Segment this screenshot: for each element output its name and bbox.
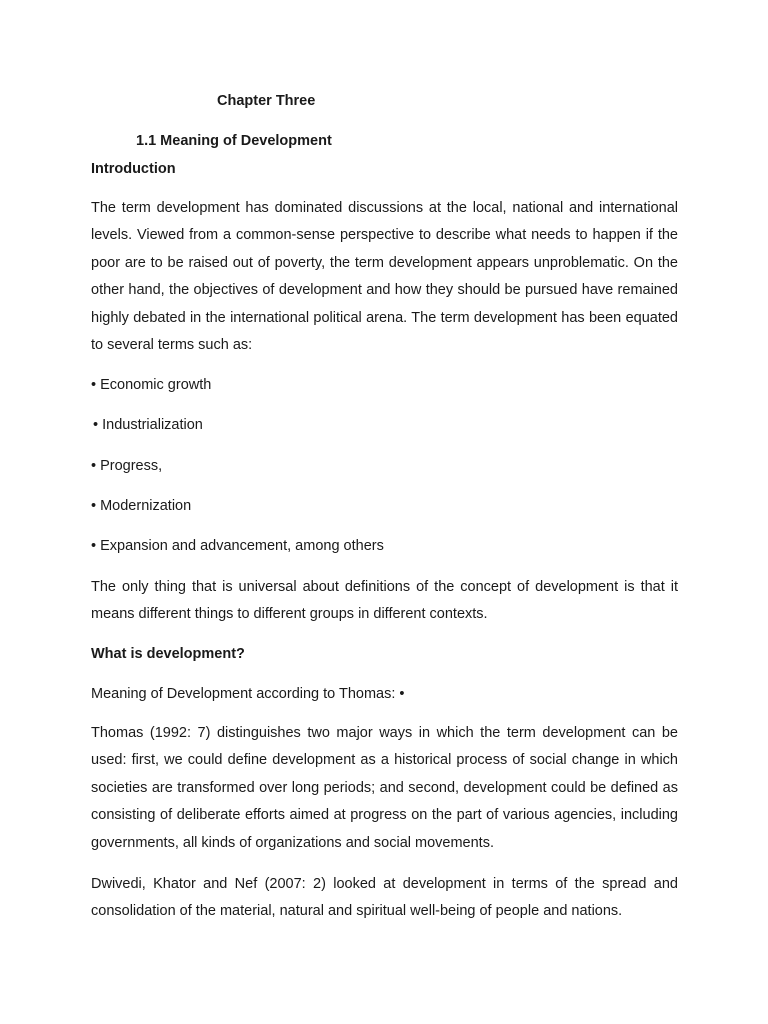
bullet-progress: • Progress, (91, 458, 163, 474)
bullet-modernization: • Modernization (91, 498, 192, 514)
universal-paragraph: The only thing that is universal about definitions of the concept of development is that it means different things to different groups in different contexts. (91, 579, 678, 623)
bullet-economic-growth: • Economic growth (91, 377, 212, 393)
bullet-expansion: • Expansion and advancement, among others (91, 538, 384, 554)
introduction-heading: Introduction (91, 161, 176, 177)
what-is-development-heading: What is development? (91, 646, 245, 662)
thomas-paragraph: Thomas (1992: 7) distinguishes two major ways in which the term development can be used: first, we could define development as a historical process of social change in which societies are transformed over long periods; and second, development could be defined as consisting of deliberate efforts aimed at progress on the part of various agencies, including governments, all kinds of organizations and social movements. (91, 725, 678, 851)
section-title: 1.1 Meaning of Development (136, 133, 332, 149)
intro-paragraph: The term development has dominated discussions at the local, national and international levels. Viewed from a common-sense perspective to describe what needs to happen if the poor are to be raised out of poverty, the term development appears unproblematic. On the other hand, the objectives of development and how they should be pursued have remained highly debated in the international political arena. The term development has been equated to several terms such as: (91, 200, 678, 354)
dwivedi-paragraph: Dwivedi, Khator and Nef (2007: 2) looked at development in terms of the spread and consolidation of the material, natural and spiritual well-being of people and nations. (91, 876, 678, 920)
bullet-industrialization: • Industrialization (93, 417, 203, 433)
chapter-title: Chapter Three (217, 93, 316, 109)
thomas-intro-line: Meaning of Development according to Thomas: • (91, 686, 405, 702)
